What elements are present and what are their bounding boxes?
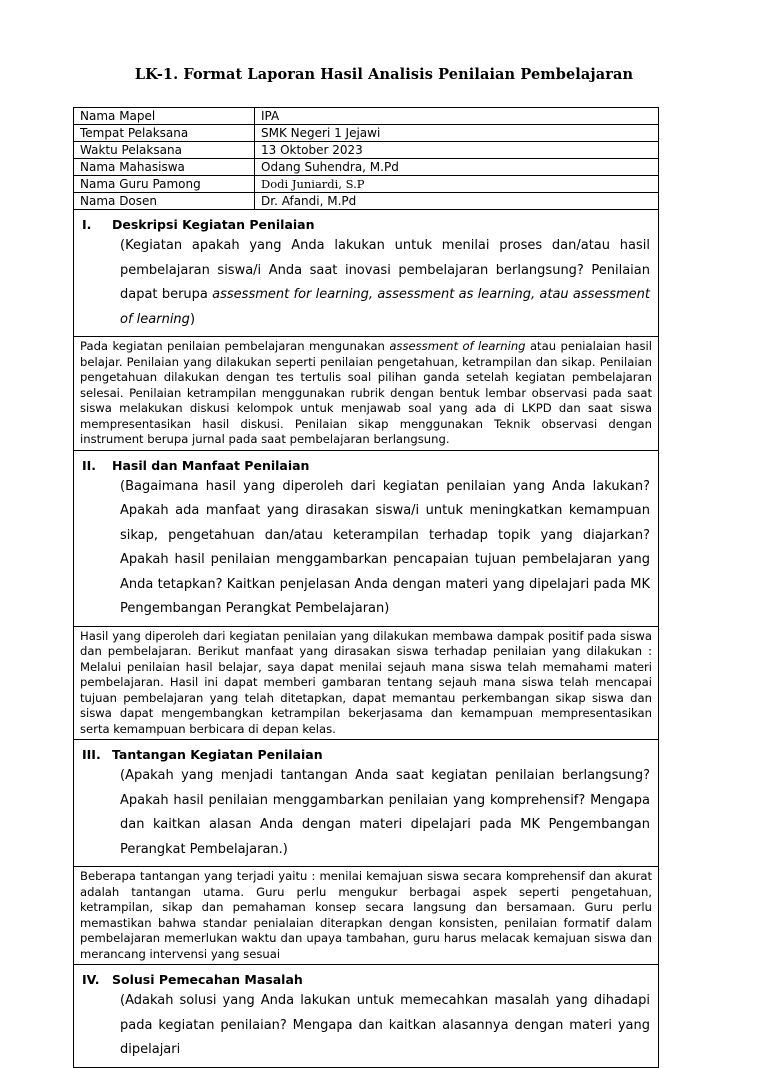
section-3-header xyxy=(74,740,658,867)
section-2-header xyxy=(74,451,658,627)
info-value: 13 Oktober 2023 xyxy=(261,143,363,157)
section-1-header xyxy=(74,210,658,337)
section-title-text: Deskripsi Kegiatan Penilaian xyxy=(112,217,315,232)
section-question xyxy=(120,234,650,332)
answer-emphasis: assessment of learning xyxy=(389,339,526,353)
section-number: IV. xyxy=(82,972,100,987)
document-title: LK-1. Format Laporan Hasil Analisis Penilaian Pembelajaran xyxy=(134,66,634,83)
section-title-text: Hasil dan Manfaat Penilaian xyxy=(112,457,310,473)
info-label: Tempat Pelaksana xyxy=(74,125,255,141)
question-text-end: ) xyxy=(189,311,196,327)
section-2-answer: Hasil yang diperoleh dari kegiatan penilaian yang dilakukan membawa dampak positif pada siswa dan pembelajaran. Berikut manfaat yang dirasakan siswa terhadap penilaian yang dilakukan : Melalui penilaian hasil belajar, saya dapat menilai sejauh mana siswa telah memahami materi pembelajaran. Hasil ini dapat memberi gambaran tentang sejauh mana siswa telah mencapai tujuan pembelajaran yang telah ditetapkan, dapat memantau perkembangan sikap siswa dan siswa dapat mengembangkan ketrampilan bekerjasama dan kemampuan mempresentasikan serta kemampuan berbicara di depan kelas. xyxy=(74,627,658,741)
info-label: Nama Mahasiswa xyxy=(74,159,255,175)
info-label: Waktu Pelaksana xyxy=(74,142,255,158)
section-4-header xyxy=(74,965,658,1067)
info-value: Dodi Juniardi, S.P xyxy=(261,177,365,191)
info-row-guru-pamong xyxy=(74,176,658,193)
section-question: (Apakah yang menjadi tantangan Anda saat kegiatan penilaian berlangsung? Apakah hasil penilaian menggambarkan penilaian yang komprehensif? Mengapa dan kaitkan alasan Anda dengan materi dipelajari pada MK Pengembangan Perangkat Pembelajaran.) xyxy=(120,768,650,857)
info-value: SMK Negeri 1 Jejawi xyxy=(261,126,381,140)
info-row-dosen xyxy=(74,193,658,209)
info-value: Odang Suhendra, M.Pd xyxy=(261,160,399,174)
info-label: Nama Mapel xyxy=(74,108,255,124)
section-title xyxy=(82,746,650,764)
section-question: (Adakah solusi yang Anda lakukan untuk memecahkan masalah yang dihadapi pada kegiatan penilaian? Mengapa dan kaitkan alasannya dengan materi yang dipelajari xyxy=(120,993,650,1057)
section-question: (Bagaimana hasil yang diperoleh dari kegiatan penilaian yang Anda lakukan? Apakah ada manfaat yang dirasakan siswa/i untuk meningkatkan kemampuan sikap, pengetahuan dan/atau keterampilan terhadap topik yang diajarkan? Apakah hasil penilaian menggambarkan pencapaian tujuan pembelajaran yang Anda tetapkan? Kaitkan penjelasan Anda dengan materi yang dipelajari pada MK Pengembangan Perangkat Pembelajaran) xyxy=(120,478,650,616)
section-title xyxy=(82,971,650,989)
info-label: Nama Dosen xyxy=(74,193,255,209)
question-emphasis: assessment for learning, assessment as learning, atau assessment of learning xyxy=(120,287,650,327)
section-title-text: Solusi Pemecahan Masalah xyxy=(112,972,303,987)
info-row-mapel xyxy=(74,108,658,125)
section-title-text: Tantangan Kegiatan Penilaian xyxy=(112,747,323,762)
question-text: (Kegiatan apakah yang Anda lakukan untuk menilai proses dan/atau hasil pembelajaran siswa/i Anda saat inovasi pembelajaran berlangsung? Penilaian dapat berupa xyxy=(120,238,650,302)
section-1-answer xyxy=(74,337,658,451)
answer-text: Pada kegiatan penilaian pembelajaran mengunakan xyxy=(80,339,390,353)
info-row-tempat xyxy=(74,125,658,142)
info-value: Dr. Afandi, M.Pd xyxy=(261,194,357,208)
section-number: I. xyxy=(82,217,92,232)
section-3-answer: Beberapa tantangan yang terjadi yaitu : menilai kemajuan siswa secara komprehensif dan akurat adalah tantangan utama. Guru perlu mengukur berbagai aspek seperti pengetahuan, ketrampilan, sikap dan pemahaman konsep secara langsung dan bersamaan. Guru perlu memastikan bahwa standar penialaian diterapkan dengan konsisten, penilaian formatif dalam pembelajaran memerlukan waktu dan upaya tambahan, guru harus melacak kemajuan siswa dan merancang intervensi yang sesuai xyxy=(74,867,658,965)
info-label: Nama Guru Pamong xyxy=(74,176,255,192)
identity-table xyxy=(74,108,658,210)
section-title xyxy=(82,216,650,234)
section-number: III. xyxy=(82,747,101,762)
info-value: IPA xyxy=(261,109,280,123)
answer-text-end: atau penialaian hasil belajar. Penilaian yang dilakukan seperti penilaian pengetahuan, ketrampilan dan sikap. Penilaian pengetahuan dilakukan dengan tes tertulis soal pilihan ganda setelah kegiatan pembelajaran selesai. Penilaian ketrampilan menggunakan rubrik dengan bentuk lembar observasi pada saat siswa melakukan diskusi kelompok untuk menjawab soal yang ada di LKPD dan saat siswa mempresentasikan hasil diskusi. Penilaian sikap menggunakan Teknik observasi dengan instrument berupa jurnal pada saat pembelajaran berlangsung. xyxy=(80,339,652,446)
info-row-waktu xyxy=(74,142,658,159)
info-row-mahasiswa xyxy=(74,159,658,176)
section-title xyxy=(82,457,650,475)
report-table xyxy=(73,107,659,1068)
section-number: II. xyxy=(82,457,97,473)
